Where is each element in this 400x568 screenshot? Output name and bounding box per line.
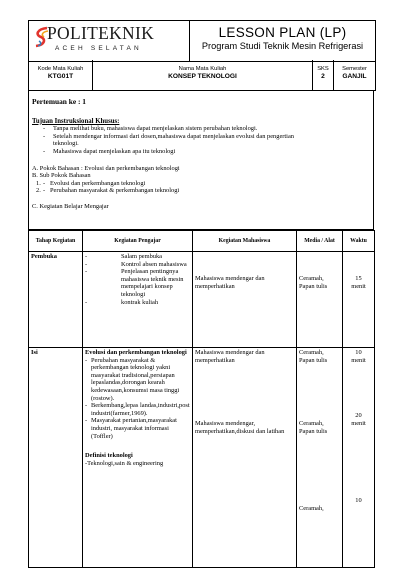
semester-cell — [334, 60, 375, 90]
student-activity-text: Mahasiswa mendengar dan memperhatikan — [195, 349, 265, 364]
semester-label: Semester — [342, 66, 367, 72]
course-info-row — [28, 60, 376, 91]
definition-title: Definisi teknologi — [85, 452, 133, 460]
logo-wordmark: POLITEKNIK — [47, 23, 155, 43]
teacher-activity-item: - Perubahan masyarakat & perkembangan teknologi yakni masyarakat tradisional,persiapan lepaslandas,dorongan kearah kedewasaan,konsumsi masa tinggi (rostow). — [85, 357, 190, 403]
teacher-activity-cell — [83, 348, 193, 568]
title-block — [190, 21, 375, 61]
definition-text: -Teknologi,sain & engineering — [85, 459, 164, 467]
stage-pembuka: Pembuka — [29, 252, 83, 348]
media-text: Ceramah, Papan tulis — [299, 349, 328, 364]
media-text: Ceramah, — [299, 505, 324, 513]
activities-heading: C. Kegiatan Belajar Mengajar — [32, 202, 109, 210]
student-activity-text: Mahasiswa mendengar dan memperhatikan — [195, 275, 265, 290]
time-value: 10 — [355, 497, 362, 505]
teacher-activity-item: - Kontrol absen mahasiswa — [85, 261, 190, 269]
header-media: Media / Alat — [297, 231, 343, 252]
table-row — [29, 252, 375, 348]
logo-subtext: ACEH SELATAN — [55, 45, 142, 52]
sks-cell — [313, 60, 334, 90]
time-cell — [343, 252, 375, 348]
objectives-list — [32, 125, 373, 155]
stage-isi: Isi — [29, 348, 83, 568]
header-waktu: Waktu — [343, 231, 375, 252]
teacher-activity-cell — [83, 252, 193, 348]
student-activity-text: Mahasiswa mendengar, memperhatikan,diskusi dan latihan — [195, 420, 285, 435]
course-name-label: Nama Mata Kuliah — [178, 66, 227, 72]
subtopic-list — [32, 180, 373, 195]
sks-label: SKS — [317, 66, 329, 72]
semester-value: GANJIL — [342, 73, 367, 80]
objective-item: - Mahasiswa dapat menjelaskan apa itu teknologi — [32, 148, 308, 156]
time-unit: menit — [351, 356, 366, 364]
subtopic-heading: B. Sub Pokok Bahasan — [32, 172, 91, 180]
subtopic-item: - 2. Perubahan masyarakat & perkembangan teknologi — [32, 187, 305, 195]
activities-table — [28, 230, 375, 568]
time-unit: menit — [351, 282, 366, 290]
table-header-row — [29, 231, 375, 252]
program-name: Program Studi Teknik Mesin Refrigerasi — [201, 41, 364, 51]
lesson-intro-section — [28, 90, 374, 230]
media-text: Ceramah, Papan tulis — [299, 420, 328, 435]
teacher-activity-item: - Salam pembuka — [85, 253, 190, 261]
sks-value: 2 — [321, 73, 325, 80]
time-value: 10 — [355, 349, 362, 356]
course-code-value: KTG01T — [47, 73, 74, 80]
table-row — [29, 348, 375, 568]
header-pengajar: Kegiatan Pengajar — [83, 231, 193, 252]
meeting-number: Pertemuan ke : 1 — [32, 97, 86, 106]
time-unit: menit — [351, 419, 366, 427]
header-mahasiswa: Kegiatan Mahasiswa — [193, 231, 297, 252]
media-cell — [297, 348, 343, 568]
subtopic-item: - 1. Evolusi dan perkembangan teknologi — [32, 180, 305, 188]
header-tahap: Tahap Kegiatan — [29, 231, 83, 252]
course-name-value: KONSEP TEKNOLOGI — [168, 73, 237, 80]
course-code-label: Kode Mata Kuliah — [37, 66, 84, 72]
objective-item: - Tanpa melihat buku, mahasiswa dapat menjelaskan sistem perubahan teknologi. — [32, 125, 308, 133]
teacher-activity-item: - Penjelasan pentingnya mahasiswa teknik mesin mempelajari konsep teknologi — [85, 268, 190, 298]
document-title: LESSON PLAN (LP) — [218, 25, 347, 40]
institution-logo — [29, 21, 190, 61]
media-text: Ceramah, Papan tulis — [299, 275, 328, 290]
student-activity-cell — [193, 348, 297, 568]
main-topic: A. Pokok Bahasan : Evolusi dan perkembangan teknologi — [32, 164, 180, 172]
course-code-cell — [29, 60, 93, 90]
student-activity-cell — [193, 252, 297, 348]
course-name-cell — [93, 60, 313, 90]
media-cell — [297, 252, 343, 348]
content-topic-title: Evolusi dan perkembangan teknologi — [85, 349, 187, 356]
teacher-activity-item: - kontrak kuliah — [85, 299, 190, 307]
time-value: 20 — [355, 412, 362, 420]
objectives-heading: Tujuan Instruksional Khusus: — [32, 117, 120, 125]
teacher-activity-item: - Berkembang,lepas landas,industri,post industri(farmer,1969). — [85, 402, 190, 417]
time-value: 15 — [355, 275, 362, 282]
document-header — [28, 20, 376, 62]
time-cell — [343, 348, 375, 568]
teacher-activity-item: - Masyarakat pertanian,masyarakat industri, masyarakat informasi (Toffler) — [85, 417, 190, 440]
objective-item: - Setelah mendengar informasi dari dosen,mahasiswa dapat menjelaskan evolusi dan pengertian teknologi. — [32, 133, 308, 148]
